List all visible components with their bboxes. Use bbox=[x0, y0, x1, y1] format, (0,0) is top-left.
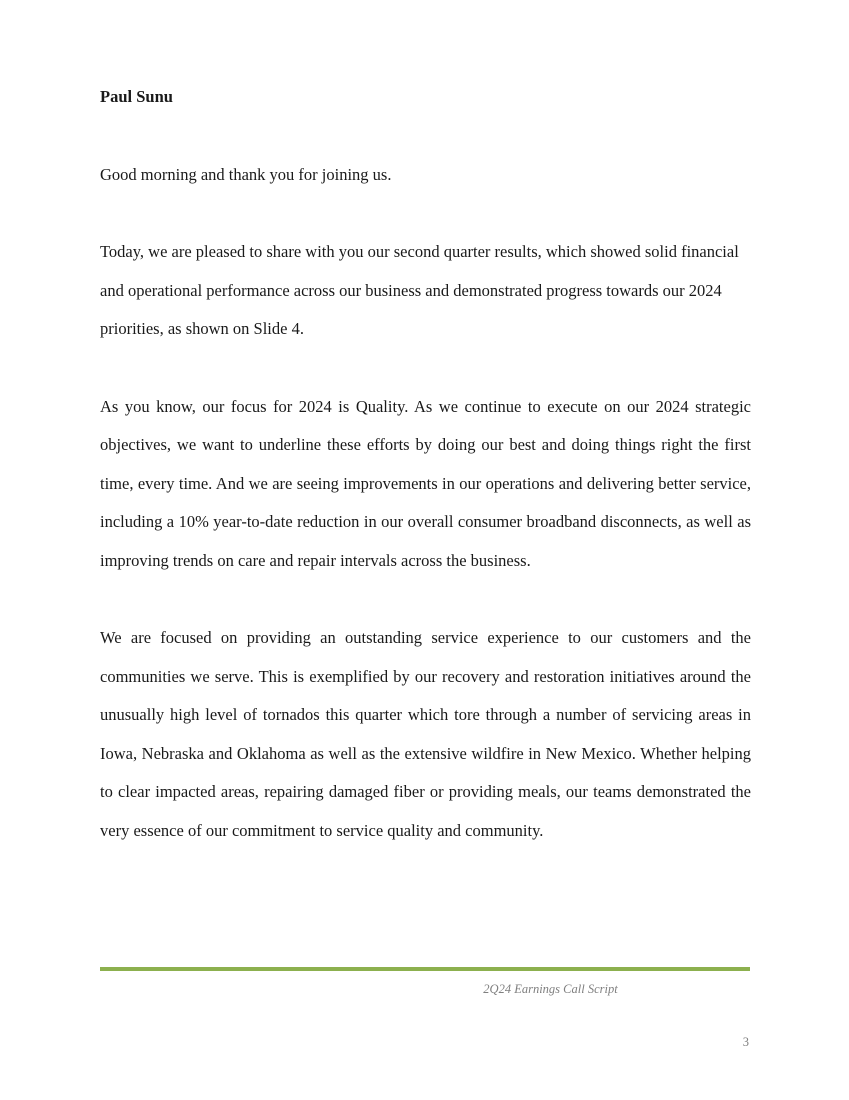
page-number: 3 bbox=[742, 1035, 749, 1049]
speaker-name: Paul Sunu bbox=[100, 87, 173, 106]
paragraph-service-experience: We are focused on providing an outstanding service experience to our customers and the communities we serve. This is exemplified by our recovery and restoration initiatives around the unusually high level of tornados this quarter which tore through a number of servicing areas in Iowa, Nebraska and Oklahoma as well as the extensive wildfire in New Mexico. Whether helping to clear impacted areas, repairing damaged fiber or providing meals, our teams demonstrated the very essence of our commitment to service quality and community. bbox=[100, 628, 751, 840]
paragraph-greeting: Good morning and thank you for joining us. bbox=[100, 164, 392, 184]
paragraph-quarter-results: Today, we are pleased to share with you our second quarter results, which showed solid financial and operational performance across our business and demonstrated progress towards our 2024 priorities, as shown on Slide 4. bbox=[100, 242, 739, 338]
paragraph-quality-focus: As you know, our focus for 2024 is Quality. As we continue to execute on our 2024 strategic objectives, we want to underline these efforts by doing our best and doing things right the first time, every time. And we are seeing improvements in our operations and delivering better service, including a 10% year-to-date reduction in our overall consumer broadband disconnects, as well as improving trends on care and repair intervals across the business. bbox=[100, 396, 751, 570]
document-body bbox=[100, 78, 751, 889]
footer-divider bbox=[100, 967, 750, 971]
footer-title: 2Q24 Earnings Call Script bbox=[483, 982, 618, 996]
